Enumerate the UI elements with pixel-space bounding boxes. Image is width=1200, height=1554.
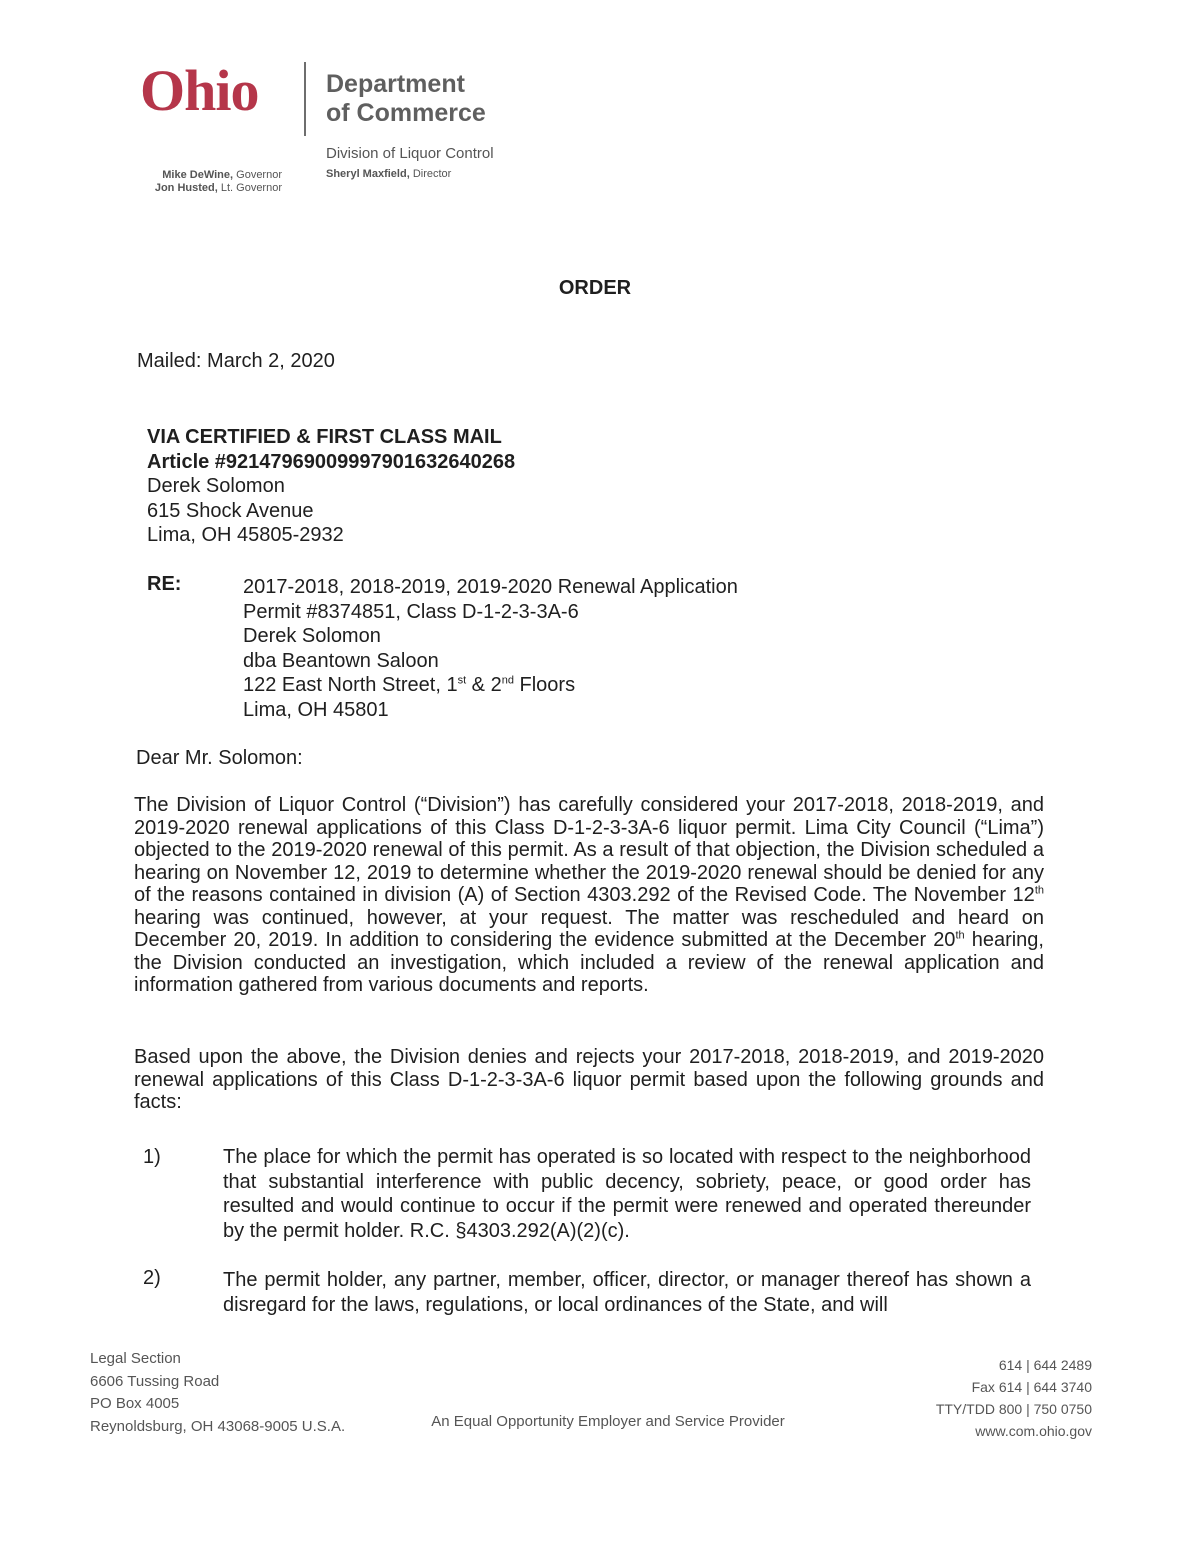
footer-phone: 614 | 644 2489 <box>998 1357 1092 1373</box>
ground-number-2: 2) <box>143 1267 161 1289</box>
re-line-3: Derek Solomon <box>243 625 381 647</box>
footer-address-line: Legal Section <box>90 1350 181 1367</box>
department-line-1: Department <box>326 70 465 98</box>
director-line <box>326 168 451 180</box>
governors-block <box>138 169 282 195</box>
recipient-address <box>147 425 515 548</box>
ordinal-sup: th <box>1034 884 1044 897</box>
department-name <box>326 70 486 128</box>
footer-address-line: PO Box 4005 <box>90 1395 180 1412</box>
footer-address-line: 6606 Tussing Road <box>90 1372 220 1390</box>
re-line-5-sup: nd <box>501 674 514 687</box>
salutation: Dear Mr. Solomon: <box>136 747 303 769</box>
recipient-city: Lima, OH 45805-2932 <box>147 524 344 546</box>
ground-text-2: The permit holder, any partner, member, officer, director, or manager thereof has shown a disregard for the laws, regulations, or local ordinances of the State, and will <box>223 1269 1031 1316</box>
footer-address-line: Reynoldsburg, OH 43068-9005 U.S.A. <box>90 1417 346 1435</box>
re-line-1: 2017-2018, 2018-2019, 2019-2020 Renewal Application <box>243 576 738 598</box>
paragraph-text: The Division of Liquor Control (“Division”) has carefully considered your 2017-2018, 2018-2019, and 2019-2020 renewal applications of this Class D-1-2-3-3A-6 liquor permit. Lima City Council (“Lima”) objected to the 2019-2020 renewal of this permit. As a result of that objection, the Division scheduled a hearing on November 12, 2019 to determine whether the 2019-2020 renewal should be denied for any of the reasons contained in division (A) of Section 4303.292 of the Revised Code. The November 12 <box>134 794 1044 906</box>
article-number: Article #9214796900999790163264026​8 <box>147 450 516 473</box>
governor-title: Governor <box>236 169 282 181</box>
re-line-2: Permit #8374851, Class D-1-2-3-3A-6 <box>243 600 579 623</box>
paragraph-text: hearing, the Division conducted an investigation, which included a review of the renewal application and information gathered from various documents and reports. <box>134 929 1044 996</box>
lt-governor-line <box>138 182 282 195</box>
ground-text-1: The place for which the permit has operated is so located with respect to the neighborhood that substantial interference with public decency, sobriety, peace, or good order has resulted and would continue to occur if the permit were renewed and operated thereunder by the permit holder. R.C. §4303.292(A)(2)(c). <box>223 1146 1031 1242</box>
paragraph-text: hearing was continued, however, at your request. The matter was rescheduled and heard on December 20, 2019. In addition to considering the evidence submitted at the December 20 <box>134 906 1044 951</box>
document-title: ORDER <box>558 277 632 299</box>
footer-tty: TTY/TDD 800 | 750 0750 <box>935 1401 1092 1417</box>
mailed-date: Mailed: March 2, 2020 <box>137 350 335 372</box>
governor-name: Mike DeWine, <box>162 169 234 181</box>
footer-website: www.com.ohio.gov <box>975 1423 1092 1439</box>
re-line-5-part: & 2 <box>466 674 502 696</box>
re-line-5-part: Floors <box>513 674 576 696</box>
ordinal-sup: th <box>955 929 965 942</box>
director-title: Director <box>412 168 452 180</box>
ohio-logo: Ohio <box>140 58 259 123</box>
re-line-4: dba Beantown Saloon <box>243 649 439 672</box>
lt-governor-name: Jon Husted, <box>154 182 218 194</box>
re-line-5-sup: st <box>457 674 467 687</box>
director-name: Sheryl Maxfield, <box>326 168 410 180</box>
lt-governor-title: Lt. Governor <box>220 182 282 194</box>
department-line-2: of Commerce <box>326 99 486 127</box>
re-line-6: Lima, OH 45801 <box>243 698 389 721</box>
logo-divider <box>304 62 306 136</box>
re-details <box>243 575 738 722</box>
governor-line <box>138 169 282 182</box>
recipient-name: Derek Solomon <box>147 475 285 497</box>
recipient-street: 615 Shock Avenue <box>147 499 314 522</box>
footer-eoe-statement: An Equal Opportunity Employer and Service Provider <box>431 1413 785 1430</box>
re-line-5-part: 122 East North Street, 1 <box>243 674 458 696</box>
delivery-method: VIA CERTIFIED & FIRST CLASS MAIL <box>147 426 502 448</box>
body-paragraph-1 <box>134 794 1044 997</box>
re-label: RE: <box>147 573 182 595</box>
footer-contact <box>880 1354 1092 1442</box>
division-name: Division of Liquor Control <box>326 145 494 162</box>
re-line-5 <box>243 673 738 698</box>
footer-fax: Fax 614 | 644 3740 <box>971 1379 1092 1395</box>
body-paragraph-2: Based upon the above, the Division denies and rejects your 2017-2018, 2018-2019, and 2019-2020 renewal applications of this Class D-1-2-3-3A-6 liquor permit based upon the following grounds and facts: <box>134 1046 1044 1113</box>
ground-number-1: 1) <box>143 1146 161 1168</box>
